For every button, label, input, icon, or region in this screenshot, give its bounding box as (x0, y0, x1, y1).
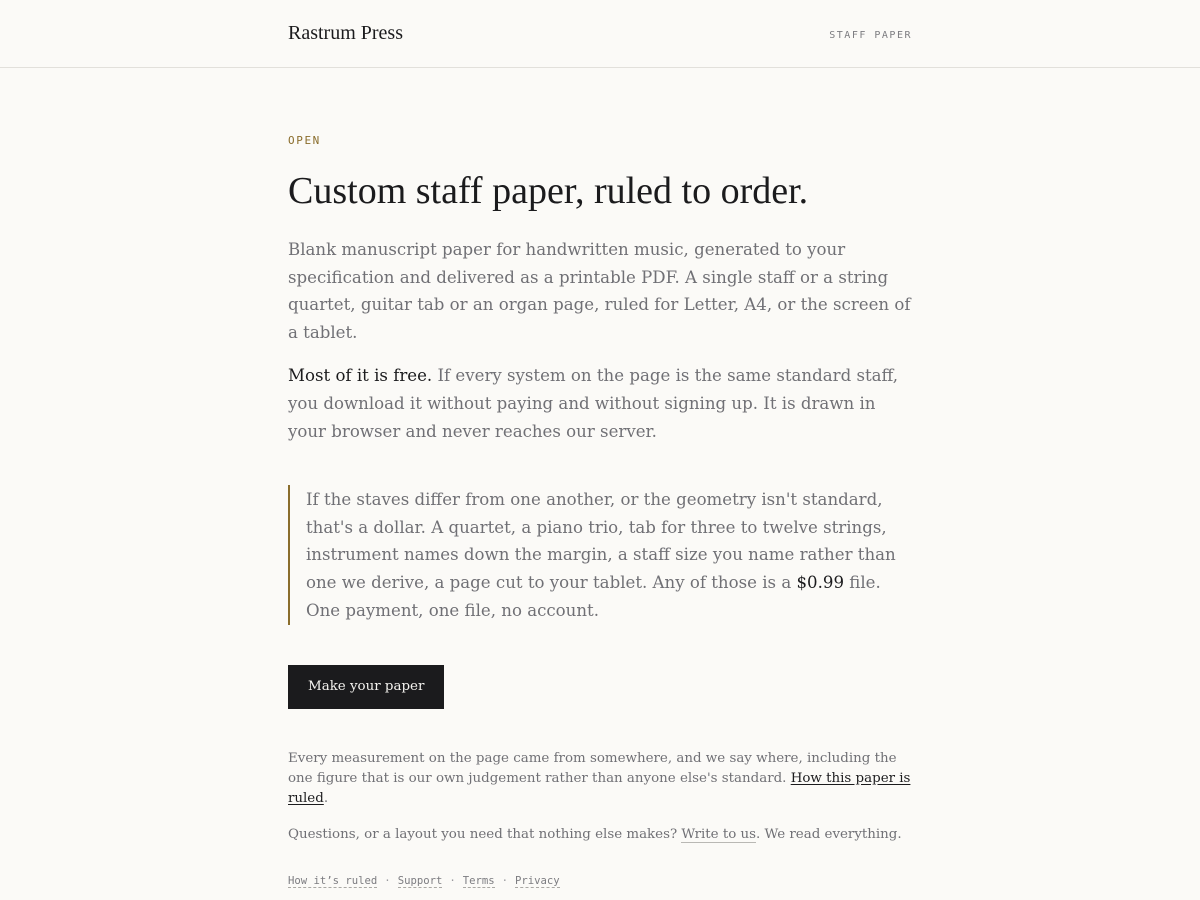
footer-separator: · (384, 875, 391, 888)
footer-separator: · (501, 875, 509, 888)
brand-logo-link[interactable]: Rastrum Press (288, 22, 403, 44)
make-paper-button[interactable]: Make your paper (288, 665, 444, 709)
footer-link-support[interactable]: Support (397, 875, 443, 888)
free-paragraph (288, 362, 912, 445)
pricing-callout (288, 485, 912, 625)
footer-link-how-ruled[interactable]: How it’s ruled (288, 875, 378, 888)
write-to-us-link[interactable]: Write to us (681, 827, 757, 843)
footer-separator: · (449, 875, 456, 888)
intro-paragraph: Blank manuscript paper for handwritten music, generated to your specification and delivered as a printable PDF. A single staff or a string quartet, guitar tab or an organ page, ruled for Letter, A4, or the screen of a tablet. (288, 240, 911, 342)
ruling-note (288, 749, 912, 809)
price-value: $0.99 (796, 572, 845, 592)
site-header (0, 0, 1200, 68)
status-badge: OPEN (288, 134, 321, 147)
page-title: Custom staff paper, ruled to order. (288, 170, 809, 212)
free-text: If every system on the page is the same standard staff, you download it without paying and without signing up. It is drawn in your browser and never reaches our server. (288, 366, 899, 441)
section-label: STAFF PAPER (829, 30, 912, 41)
footer-link-privacy[interactable]: Privacy (515, 875, 560, 888)
contact-end: . We read everything. (756, 827, 902, 843)
callout-text-end: file. One payment, one file, no account. (306, 572, 881, 620)
footer-link-terms[interactable]: Terms (462, 875, 495, 888)
header-inner (288, 0, 912, 68)
contact-text: Questions, or a layout you need that nothing else makes? (288, 827, 682, 843)
ruling-note-text: Every measurement on the page came from somewhere, and we say where, including the one figure that is our own judgement rather than anyone else's standard. (288, 751, 897, 787)
how-ruled-link[interactable]: How this paper is ruled (288, 771, 911, 807)
footer-nav (288, 875, 912, 887)
main-content (288, 134, 912, 887)
free-emphasis: Most of it is free. (288, 366, 433, 386)
callout-text: If the staves differ from one another, or the geometry isn't standard, that's a dollar. A quartet, a piano trio, tab for three to twelve strings, instrument names down the margin, a staff size you name rather than one we derive, a page cut to your tablet. Any of those is a (306, 490, 896, 592)
contact-paragraph (288, 825, 912, 845)
ruling-note-end: . (323, 791, 329, 807)
